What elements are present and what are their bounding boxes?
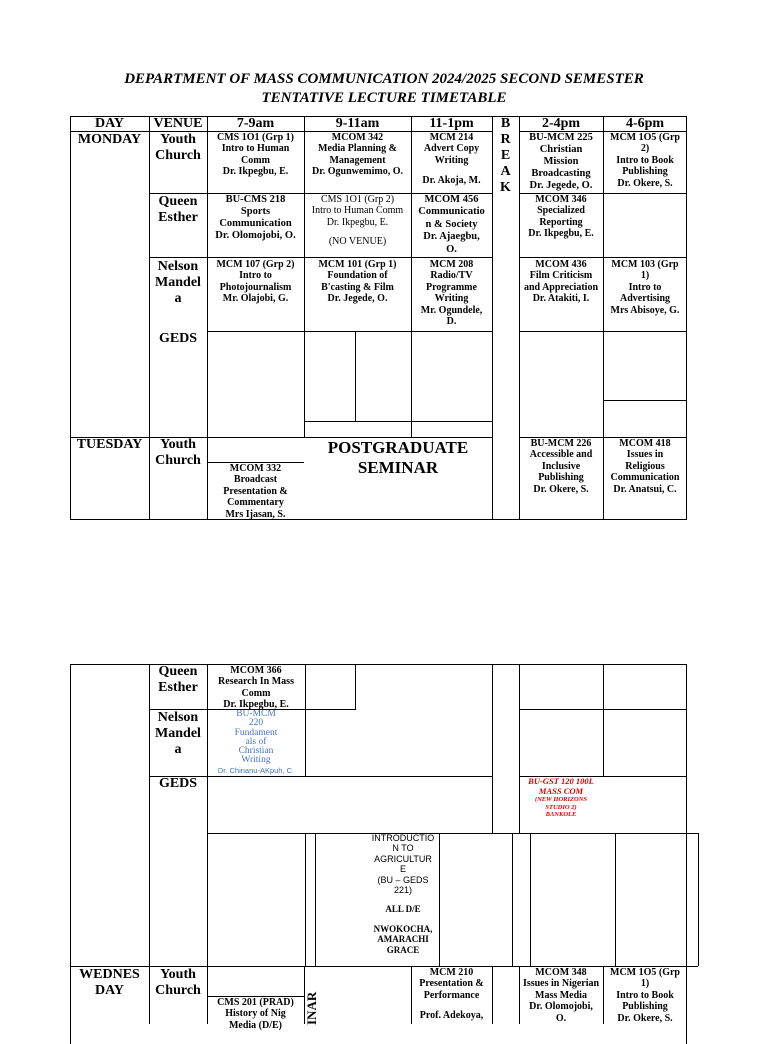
day-monday: MONDAY (77, 132, 142, 147)
course-cell: BU-MCM 225 Christian Mission Broadcasting Dr. Jegede, O. (529, 132, 593, 191)
course-cell: MCOM 366 Research In Mass Comm Dr. Ikpegbu, E. (218, 665, 294, 711)
venue-nelson-mandela: Nelson Mandel a (155, 259, 201, 306)
course-cell: MCOM 332 Broadcast Presentation & Commentary Mrs Ijasan, S. (223, 463, 288, 520)
header-11-1pm: 11-1pm (429, 116, 474, 131)
course-cell: MCOM 436 Film Criticism and Appreciation Dr. Atakiti, I. (524, 259, 598, 305)
course-cell: MCM 103 (Grp 1) Intro to Advertising Mrs Abisoye, G. (610, 259, 680, 316)
break-label: B R E A K (500, 116, 511, 195)
venue-nelson-mandela-tue: Nelson Mandel a (155, 710, 201, 757)
title-line-2: TENTATIVE LECTURE TIMETABLE (261, 90, 507, 106)
day-wednesday: WEDNES DAY (79, 967, 140, 998)
course-cell: MCM 1O5 (Grp 2) Intro to Book Publishing Dr. Okere, S. (610, 132, 680, 189)
course-cell: BU-MCM 226 Accessible and Inclusive Publishing Dr. Okere, S. (529, 438, 593, 495)
course-cell: MCM 107 (Grp 2) Intro to Photojournalism Mr. Olajobi, G. (216, 259, 295, 305)
venue-queen-esther: Queen Esther (158, 194, 198, 225)
course-cell: MCM 1O5 (Grp 1) Intro to Book Publishing Dr. Okere, S. (610, 967, 680, 1024)
header-4-6pm: 4-6pm (625, 116, 665, 131)
course-cell: CMS 1O1 (Grp 1) Intro to Human Comm Dr. Ikpegbu, E. (217, 132, 294, 178)
header-2-4pm: 2-4pm (541, 116, 581, 131)
venue-geds: GEDS (158, 331, 198, 346)
course-cell: MCOM 342 Media Planning & Management Dr. Ogunwemimo, O. (311, 132, 404, 178)
course-cell: MCM 210 Presentation & Performance Prof. Adekoya, (419, 967, 484, 1022)
course-cell: CMS 1O1 (Grp 2) Intro to Human Comm Dr. Ikpegbu, E. (NO VENUE) (311, 194, 404, 248)
course-cell: BU-MCM 220 Fundament als of Christian Writing Dr. Chinanu-AKpuh, C. (217, 710, 295, 775)
venue-youth-church: Youth Church (155, 132, 201, 163)
title-line-1: DEPARTMENT OF MASS COMMUNICATION 2024/2025 SECOND SEMESTER (124, 71, 644, 87)
venue-youth-church-wed: Youth Church (155, 967, 201, 998)
course-cell: CMS 201 (PRAD) History of Nig Media (D/E) (217, 997, 294, 1031)
header-9-11am: 9-11am (335, 116, 380, 131)
course-cell: MCM 208 Radio/TV Programme Writing Mr. Ogundele, D. (420, 259, 483, 328)
header-7-9am: 7-9am (236, 116, 275, 131)
course-cell: MCM 214 Advert Copy Writing Dr. Akoja, M. (422, 132, 481, 187)
course-cell: MCOM 418 Issues in Religious Communication Dr. Anatsui, C. (610, 438, 680, 495)
header-day: DAY (94, 116, 125, 131)
course-cell: MCOM 456 Communicatio n & Society Dr. Ajaegbu, O. (418, 194, 485, 255)
course-cell: BU-CMS 218 Sports Communication Dr. Olomojobi, O. (215, 194, 296, 241)
venue-youth-church-tue: Youth Church (155, 437, 201, 468)
course-cell: MCOM 348 Issues in Nigerian Mass Media Dr. Olomojobi, O. (522, 967, 600, 1024)
header-venue: VENUE (153, 116, 203, 131)
venue-geds-tue: GEDS (158, 776, 198, 791)
course-cell: MCM 101 (Grp 1) Foundation of B'casting & Film Dr. Jegede, O. (318, 259, 397, 305)
venue-queen-esther-tue: Queen Esther (158, 664, 198, 695)
postgraduate-seminar: POSTGRADUATE SEMINAR (327, 438, 469, 477)
course-cell: MCOM 346 Specialized Reporting Dr. Ikpegbu, E. (528, 194, 594, 240)
course-cell: BU-GST 120 100L MASS COM (NEW HORIZONS STUDIO 2) BANKOLE (528, 777, 594, 819)
seminar-vertical-label: INAR (304, 991, 319, 1025)
course-cell: INTRODUCTIO N TO AGRICULTUR E (BU – GEDS 221) ALL D/E NWOKOCHA, AMARACHI GRACE (371, 833, 435, 955)
day-tuesday: TUESDAY (76, 437, 143, 452)
